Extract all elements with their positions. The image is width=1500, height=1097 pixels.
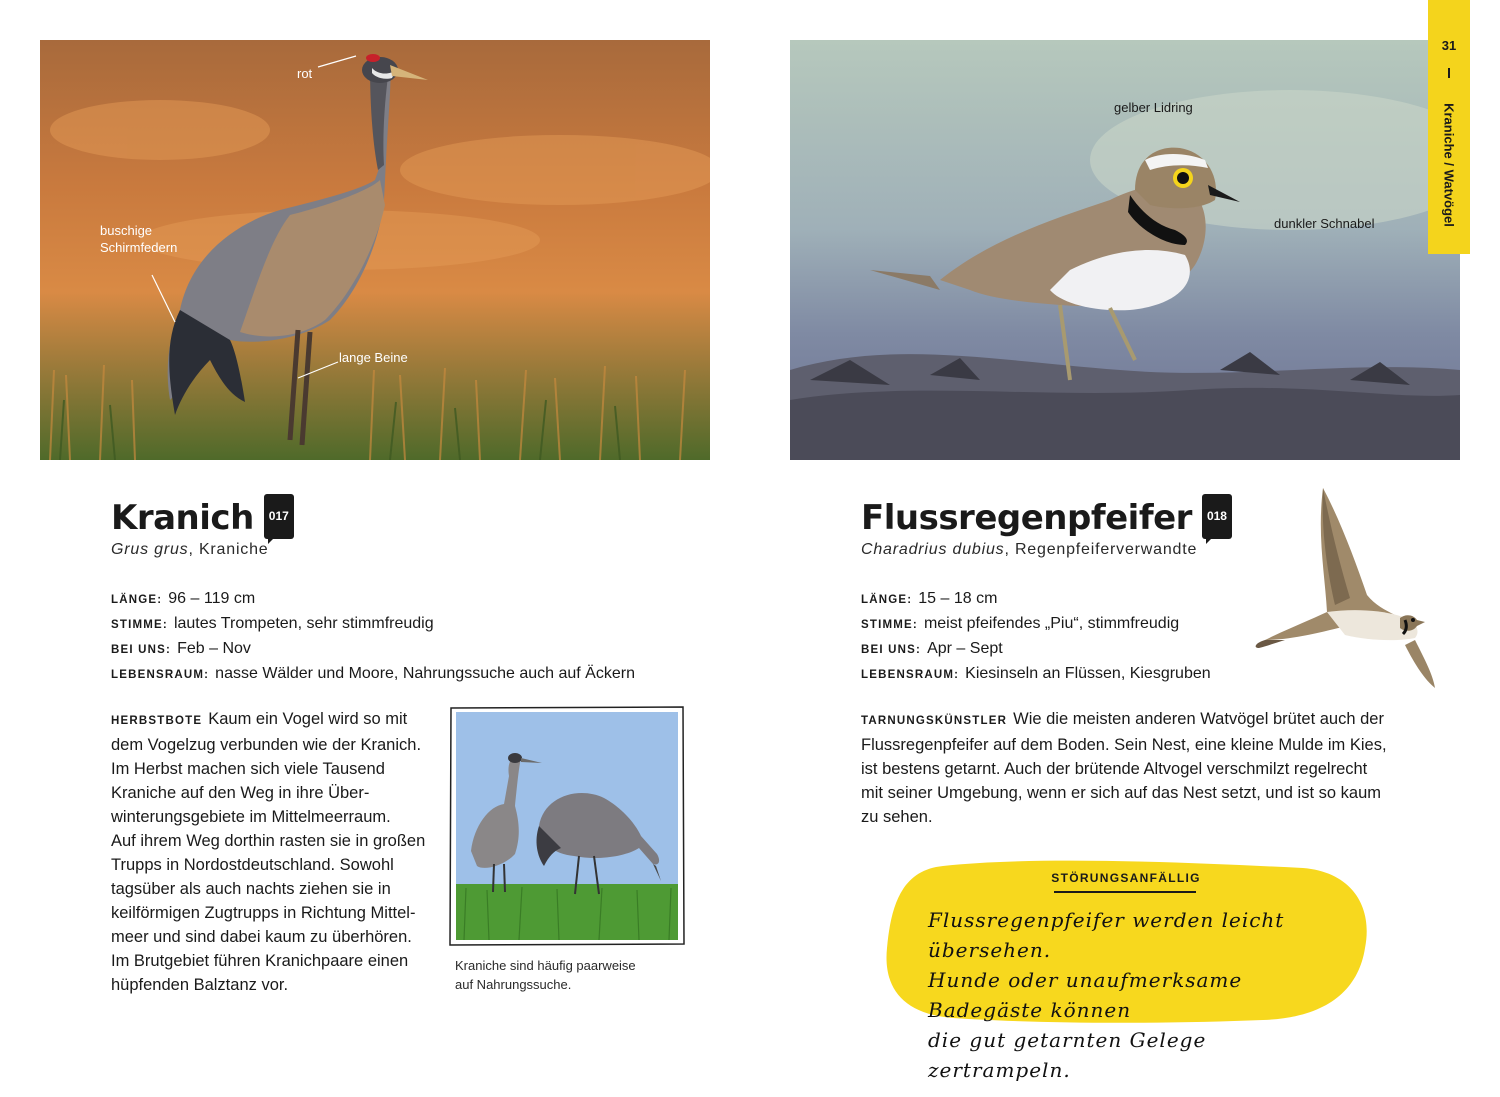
text-line-content: Wie die meisten anderen Watvögel brütet auch der [1013,710,1384,728]
kranich-title [111,498,294,539]
fact-value: 96 – 119 cm [168,590,256,607]
fact-label: STIMME: [861,619,918,631]
text-line: mit seiner Umgebung, wenn er sich auf das Nest setzt, und ist so kaum [861,784,1381,802]
fact-value: nasse Wälder und Moore, Nahrungssuche auch auf Äckern [215,665,635,682]
annotation-legs: lange Beine [339,350,408,365]
annotation-beak: dunkler Schnabel [1274,216,1375,231]
text-line: hüpfenden Balztanz vor. [111,976,289,994]
fact-value: Apr – Sept [927,640,1003,657]
text-line: ist bestens getarnt. Auch der brütende Altvogel verschmilzt regelrecht [861,760,1368,778]
fact-label: BEI UNS: [861,644,922,656]
fact-label: LÄNGE: [111,594,163,606]
callout-heading: STÖRUNGSANFÄLLIG [1051,871,1201,885]
text-line: dem Vogelzug verbunden wie der Kranich. [111,736,422,754]
text-line: tagsüber als auch nachts ziehen sie in [111,880,391,898]
fact-label: LEBENSRAUM: [861,669,960,681]
fact-season [861,637,1211,662]
kranich-number-badge: 017 [264,494,294,539]
text-run-label: HERBSTBOTE [111,715,203,727]
fact-season [111,637,635,662]
text-line: Im Brutgebiet führen Kranichpaare einen [111,952,409,970]
annotation-feathers-1: buschige [100,223,153,238]
plover-number-badge: 018 [1202,494,1232,539]
fact-label: LÄNGE: [861,594,913,606]
text-line: winterungsgebiete im Mittelmeerraum. [111,808,391,826]
kranich-facts [111,587,635,687]
crane-pair-photo [449,706,685,946]
text-line: Im Herbst machen sich viele Tausend [111,760,385,778]
tab-divider [1448,68,1450,78]
plover-title [861,498,1232,539]
text-line: Kraniche auf den Weg in ihre Über- [111,784,370,802]
callout-heading-underline [1054,891,1196,893]
fact-habitat [111,662,635,687]
plover-latin-name: Charadrius dubius [861,541,1005,558]
callout-line: Hunde oder unaufmerksame Badegäste können [928,968,1243,1022]
fact-value: meist pfeifendes „Piu“, stimmfreudig [923,615,1180,632]
text-line: Trupps in Nordostdeutschland. Sowohl [111,856,394,874]
fact-value: lautes Trompeten, sehr stimmfreudig [173,615,434,632]
crane-pair-illustration [449,706,685,946]
callout-text [928,905,1348,1085]
text-run-label: TARNUNGSKÜNSTLER [861,715,1008,727]
plover-name: Flussregenpfeifer [861,498,1192,538]
plover-family: , Regenpfeiferverwandte [1004,541,1198,558]
crane-pair-caption [455,956,675,994]
section-tab [1428,0,1470,254]
text-line: meer und sind dabei kaum zu überhören. [111,928,412,946]
fact-length [111,587,635,612]
callout-line: Flussregenpfeifer werden leicht übersehen. [928,908,1285,962]
kranich-family: , Kraniche [188,541,269,558]
flying-plover-drawing [1255,480,1445,695]
plover-description [861,707,1401,829]
caption-line: auf Nahrungssuche. [455,977,572,992]
text-line: Flussregenpfeifer auf dem Boden. Sein Nest, eine kleine Mulde im Kies, [861,736,1387,754]
fact-label: BEI UNS: [111,644,172,656]
kranich-name: Kranich [111,498,254,538]
text-line [861,707,1401,733]
caption-line: Kraniche sind häufig paarweise [455,958,636,973]
kranich-description [111,707,431,997]
section-title: Kraniche / Watvögel [1441,103,1457,227]
text-line: Auf ihrem Weg dorthin rasten sie in großen [111,832,426,850]
fact-voice [111,612,635,637]
annotation-eye-ring: gelber Lidring [1114,100,1193,115]
plover-facts [861,587,1211,687]
text-line-content: Kaum ein Vogel wird so mit [208,710,408,728]
plover-latin [861,541,1197,559]
fact-value: Feb – Nov [177,640,251,657]
kranich-latin [111,541,269,559]
callout-line: die gut getarnten Gelege zertrampeln. [928,1028,1207,1082]
text-line [111,707,431,733]
fact-label: LEBENSRAUM: [111,669,210,681]
annotation-rot: rot [297,66,313,81]
fact-value: Kiesinseln an Flüssen, Kiesgruben [965,665,1211,682]
text-line: keilförmigen Zugtrupps in Richtung Mittel- [111,904,416,922]
kranich-latin-name: Grus grus [111,541,189,558]
fact-value: 15 – 18 cm [918,590,998,607]
fact-voice [861,612,1211,637]
fact-label: STIMME: [111,619,168,631]
flying-plover-illustration [1255,480,1445,695]
fact-length [861,587,1211,612]
text-line: zu sehen. [861,808,933,826]
page-number: 31 [1441,38,1457,53]
annotation-feathers-2: Schirmfedern [100,240,178,255]
fact-habitat [861,662,1211,687]
